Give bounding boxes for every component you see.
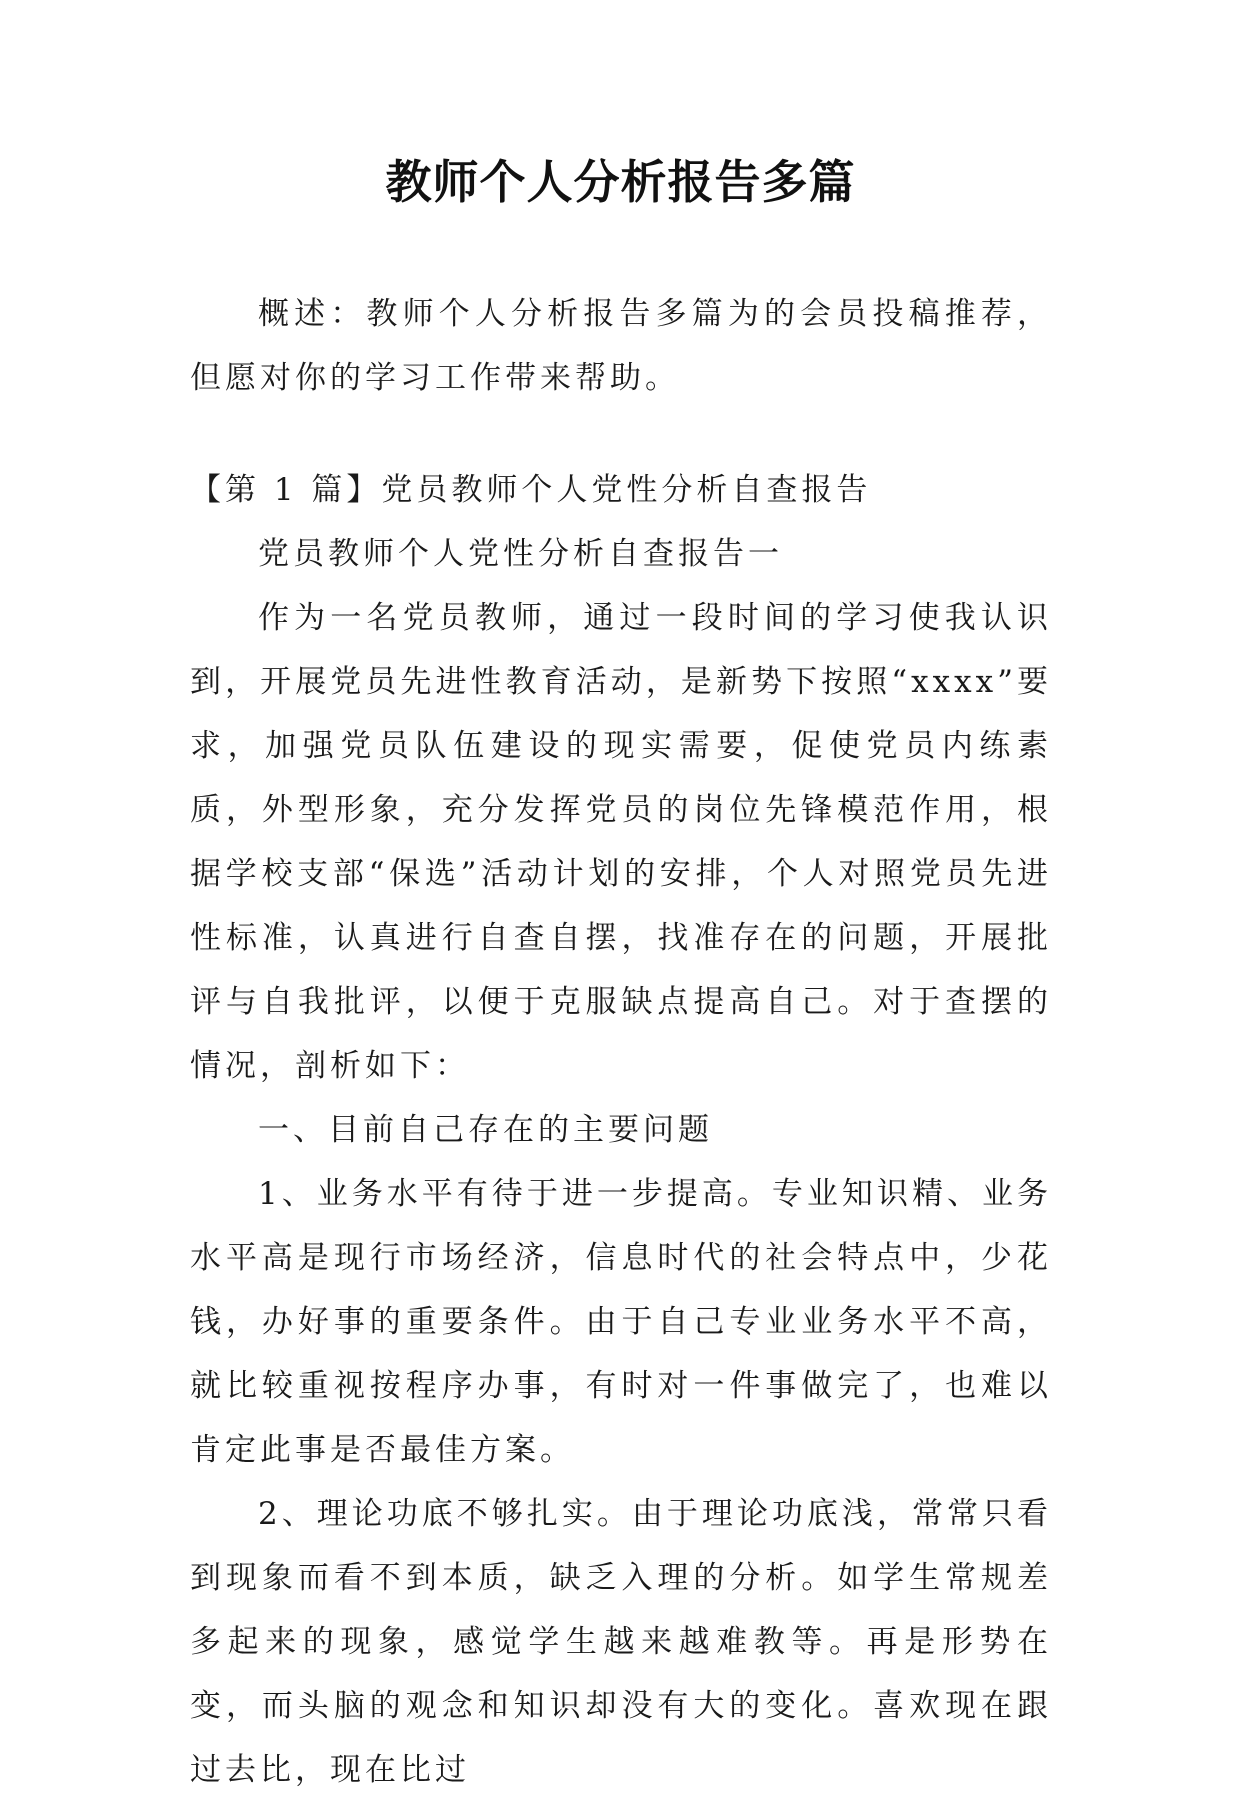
paragraph-business-level: 1、业务水平有待于进一步提高。专业知识精、业务水平高是现行市场经济，信息时代的社会特点中，少花钱，办好事的重要条件。由于自己专业业务水平不高，就比较重视按程序办事，有时对一件事做完了，也难以肯定此事是否最佳方案。 <box>190 1176 1052 1468</box>
paragraph-theory-foundation: 2、理论功底不够扎实。由于理论功底浅，常常只看到现象而看不到本质，缺乏入理的分析。如学生常规差多起来的现象，感觉学生越来越难教等。再是形势在变，而头脑的观念和知识却没有大的变化。喜欢现在跟过去比，现在比过 <box>190 1496 1052 1788</box>
problems-heading: 一、目前自己存在的主要问题 <box>258 1112 713 1148</box>
intro-paragraph: 作为一名党员教师，通过一段时间的学习使我认识到，开展党员先进性教育活动，是新势下按照“xxxx”要求，加强党员队伍建设的现实需要，促使党员内练素质，外型形象，充分发挥党员的岗位先锋模范作用，根据学校支部“保选”活动计划的安排，个人对照党员先进性标准，认真进行自查自摆，找准存在的问题，开展批评与自我批评，以便于克服缺点提高自己。对于查摆的情况，剖析如下： <box>190 600 1052 1084</box>
section-heading: 【第 1 篇】党员教师个人党性分析自查报告 <box>190 472 872 508</box>
summary-block <box>190 282 1052 410</box>
article-body <box>190 458 1052 1802</box>
article-subtitle: 党员教师个人党性分析自查报告一 <box>258 536 783 572</box>
document-title: 教师个人分析报告多篇 <box>385 155 856 209</box>
summary-paragraph: 概述：教师个人分析报告多篇为的会员投稿推荐，但愿对你的学习工作带来帮助。 <box>190 296 1052 396</box>
